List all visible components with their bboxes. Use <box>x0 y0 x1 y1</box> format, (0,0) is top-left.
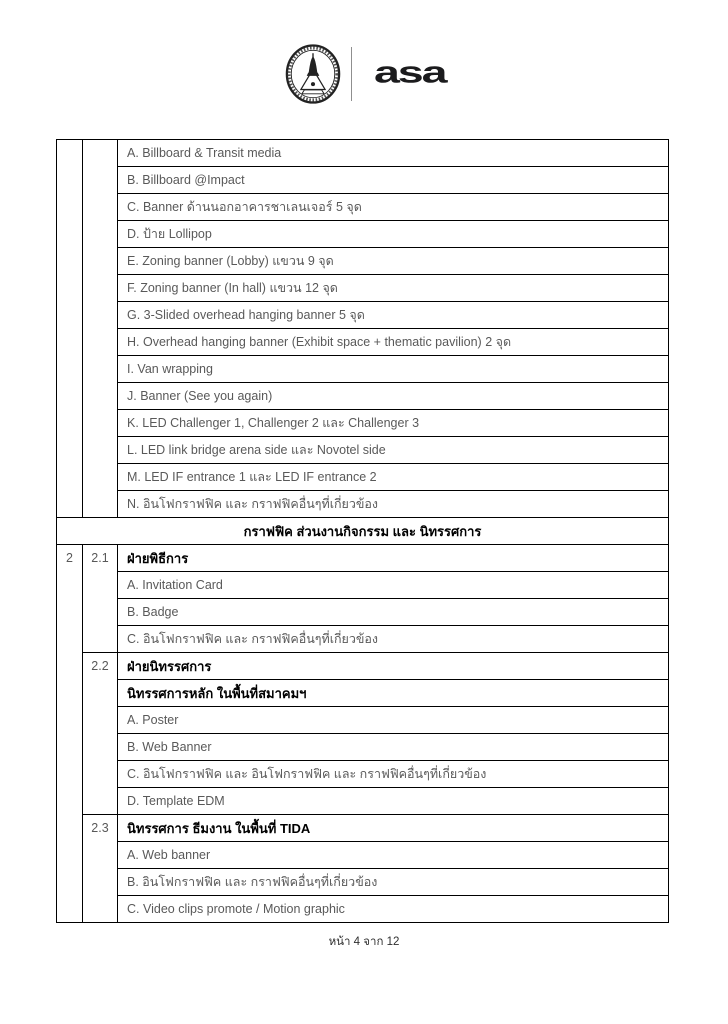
table-row <box>57 869 669 896</box>
item-cell: A. Billboard & Transit media <box>118 140 669 167</box>
table-row <box>57 275 669 302</box>
item-cell: M. LED IF entrance 1 และ LED IF entrance 2 <box>118 464 669 491</box>
page-number-label: หน้า 4 จาก 12 <box>328 936 400 948</box>
row-number-cell: 2 <box>57 545 83 923</box>
table-row <box>57 464 669 491</box>
item-cell: H. Overhead hanging banner (Exhibit space + thematic pavilion) 2 จุด <box>118 329 669 356</box>
table-row <box>57 815 669 842</box>
table-row <box>57 842 669 869</box>
sub-number-cell: 2.1 <box>83 545 118 653</box>
item-cell: B. Badge <box>118 599 669 626</box>
table-row <box>57 167 669 194</box>
table-row <box>57 491 669 518</box>
table-row <box>57 653 669 680</box>
item-cell: L. LED link bridge arena side และ Novotel side <box>118 437 669 464</box>
item-cell: G. 3-Slided overhead hanging banner 5 จุด <box>118 302 669 329</box>
sub-number-cell: 2.2 <box>83 653 118 815</box>
item-cell: C. Video clips promote / Motion graphic <box>118 896 669 923</box>
page-footer <box>0 933 728 951</box>
empty-number-cell <box>57 140 83 518</box>
table-row <box>57 734 669 761</box>
item-cell: B. Billboard @Impact <box>118 167 669 194</box>
item-cell: C. อินโฟกราฟฟิค และ กราฟฟิคอื่นๆที่เกี่ยวข้อง <box>118 626 669 653</box>
item-cell: ฝ่ายนิทรรศการ <box>118 653 669 680</box>
item-cell: B. อินโฟกราฟฟิค และ กราฟฟิคอื่นๆที่เกี่ยวข้อง <box>118 869 669 896</box>
header-logos <box>0 42 728 106</box>
item-cell: D. ป้าย Lollipop <box>118 221 669 248</box>
table-row <box>57 140 669 167</box>
table-row <box>57 680 669 707</box>
item-cell: C. Banner ด้านนอกอาคารชาเลนเจอร์ 5 จุด <box>118 194 669 221</box>
sub-number-cell: 2.3 <box>83 815 118 923</box>
item-cell: D. Template EDM <box>118 788 669 815</box>
table-row <box>57 707 669 734</box>
table-row <box>57 356 669 383</box>
table-row <box>57 518 669 545</box>
table-row <box>57 572 669 599</box>
table-row <box>57 788 669 815</box>
table-row <box>57 302 669 329</box>
table-row <box>57 383 669 410</box>
item-cell: F. Zoning banner (In hall) แขวน 12 จุด <box>118 275 669 302</box>
item-cell: N. อินโฟกราฟฟิค และ กราฟฟิคอื่นๆที่เกี่ยวข้อง <box>118 491 669 518</box>
table-row <box>57 545 669 572</box>
asa-logo-wordmark: asa <box>374 55 446 90</box>
item-cell: B. Web Banner <box>118 734 669 761</box>
empty-subnumber-cell <box>83 140 118 518</box>
table-row <box>57 896 669 923</box>
table-row <box>57 248 669 275</box>
item-cell: C. อินโฟกราฟฟิค และ อินโฟกราฟฟิค และ กราฟฟิคอื่นๆที่เกี่ยวข้อง <box>118 761 669 788</box>
table-row <box>57 329 669 356</box>
item-cell: A. Poster <box>118 707 669 734</box>
table-row <box>57 599 669 626</box>
table-row <box>57 221 669 248</box>
item-cell: A. Web banner <box>118 842 669 869</box>
section-header-cell: กราฟฟิค ส่วนงานกิจกรรม และ นิทรรศการ <box>57 518 669 545</box>
item-cell: E. Zoning banner (Lobby) แขวน 9 จุด <box>118 248 669 275</box>
work-items-table <box>56 139 669 923</box>
item-cell: นิทรรศการ ธีมงาน ในพื้นที่ TIDA <box>118 815 669 842</box>
item-cell: นิทรรศการหลัก ในพื้นที่สมาคมฯ <box>118 680 669 707</box>
table-row <box>57 194 669 221</box>
table-row <box>57 437 669 464</box>
item-cell: K. LED Challenger 1, Challenger 2 และ Challenger 3 <box>118 410 669 437</box>
logo-divider <box>351 47 352 101</box>
item-cell: J. Banner (See you again) <box>118 383 669 410</box>
item-cell: ฝ่ายพิธีการ <box>118 545 669 572</box>
table-row <box>57 626 669 653</box>
asa-association-seal-icon <box>284 42 342 106</box>
table-row <box>57 761 669 788</box>
item-cell: I. Van wrapping <box>118 356 669 383</box>
item-cell: A. Invitation Card <box>118 572 669 599</box>
table-row <box>57 410 669 437</box>
